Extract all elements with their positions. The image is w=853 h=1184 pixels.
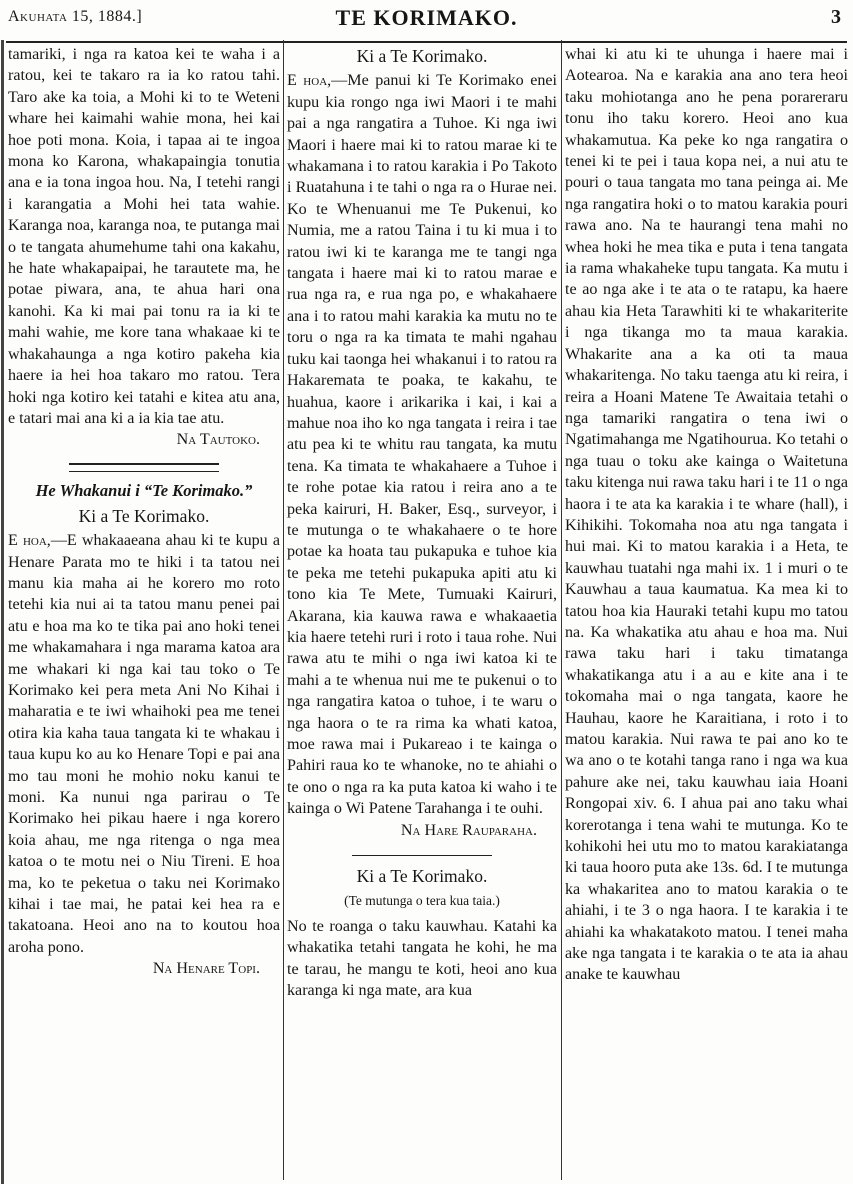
letter-salutation-2: Ki a Te Korimako.	[356, 866, 488, 887]
letter-subtitle: (Te mutunga o tera kua taia.)	[344, 893, 500, 909]
letter-opening: E hoa,	[287, 72, 332, 90]
continued-story-text: tamariki, i nga ra katoa kei te waha i a ratou, kei te takaro ra ia ko ratou tahi. Taro ake ka toia, a Mohi ki to te Weteni whare hei kaimahi wahie mona, hei kai hoe poti mona. Koia, i tapaa ai te ingoa mona ko Karona, whakapaingia tonutia ana e ia tona ingoa hou. Na, I tetehi rangi i karangatia a Mohi hei tata wahie. Karanga noa, karanga noa, te putanga mai o te tangata ahumehume tahi ona kakahu, he hate whakapaipai, he tarautete ma, he potae piwara, ana, te ahua hari ona kanohi. Ka ki mai pai tonu ra ia ki te mahi wahie, me kore tana whakaae ki te whakahaunga a nga kotiro pakeha kia haere ia hei hoa takaro mo ratou. Tera hoki nga kotiro kei tatahi e kitea atu ana, e tatari mai ana ki a ia kia tae atu.	[8, 46, 280, 427]
column-divider-2	[561, 40, 562, 1180]
signature-tautoko: Na Tautoko.	[176, 431, 260, 449]
section-divider	[69, 463, 219, 472]
letter-salutation: Ki a Te Korimako.	[356, 46, 488, 66]
page-number: 3	[831, 6, 841, 28]
signature-hare-rauparaha: Na Hare Rauparaha.	[400, 821, 537, 839]
letter-opening: E hoa,	[8, 532, 51, 550]
header-date: Akuhata 15, 1884.]	[8, 8, 143, 25]
column-1	[8, 44, 280, 1179]
article-title: He Whakanui i “Te Korimako.”	[35, 480, 253, 500]
letter-body	[8, 530, 280, 958]
page-header	[6, 5, 847, 33]
header-rule	[6, 41, 847, 43]
letter-2-body: No te roanga o taku kauwhau. Katahi ka whakatika tetahi tangata he kohi, he ma te tarau, he mangu te koti, heoi ano kua karanga ki nga mate, ara kua	[287, 917, 557, 1000]
signature-henare-topi: Na Henare Topi.	[152, 960, 260, 978]
column-2	[287, 44, 557, 1179]
continued-letter-text: whai ki atu ki te uhunga i haere mai i Aotearoa. Na e karakia ana ano tera heoi taku mohiotanga ano he pena porareraru tonu iho taku korero. Heoi ano kua whakamutua. Ka peke ko nga rangatira o tenei ki te pei i taua kopa nei, a nui atu te pouri o taua tangata mo tana peinga ai. Me nga rangatira hoki o to matou karakia pouri rawa ano. Na te haurangi tena mahi no whea hoki he mea tika e puta i tena tangata ia rama whakaheke tupu tangata. Ka mutu i te ao nga ake i te ata o te ratapu, ka haere ahau kia Heta Tarawhiti ki te whakariterite i nga tikanga mo ta maua karakia. Whakarite ana a ka oti ta maua whakaritenga. No taku taenga atu ki reira, i reira a Hoani Matene Te Awaitaia tetahi o nga tamariki rangatira o tena iwi o Ngatimahanga me Ngatihourua. Ko tetahi o nga tuau o toku ake kainga o Waitetuna taku kitenga nui rawa taku hari i te 11 o nga haora i te ata ka karakia i te whare (hall), i Kihikihi. Tokomaha noa atu nga tangata i hui mai. Ki to matou karakia i a Heta, te kauwhau tuatahi nga mahi ix. 1 i muri o te Kauwhau a taua kaumatua. Ka mea ki to tatou hoa kia Hauraki tetahi kupu mo tatou na. Ka whakatika atu ahau e hoa ma. Nui rawa taku hari i taku timatanga whakatikanga atu i a au e kite ana i te tokomaha mai o nga tangata, kaore he Hauhau, kaore he Karaitiana, i roto i to matou karakia. Nui rawa te pai ano ko te wa ano o te kotahi tanga rano i nga wa kua pahure ake nei, taku kauwhau iaia Hoani Rongopai xiv. 6. I ahua pai ano taku whai korerotanga i tena wahi te mutunga. Ko te kohikohi hei utu mo to matou karakiatanga ki taua hooro puta ake 13s. 6d. I te mutunga ka whakaritea ano to matou karakia o te ahiahi, i te 3 o nga haora. I te karakia i te ahiahi ka whakatakoto matou. I tenei maha ake nga tangata i te karakia o te ata ia ahau anake te kauwhau	[565, 46, 848, 984]
letter-salutation: Ki a Te Korimako.	[78, 505, 210, 526]
section-divider	[352, 855, 492, 856]
letter-body	[287, 70, 557, 819]
letter-text: —E whakaaeana ahau ki te kupu a Henare Parata mo te hiki i ta tatou nei manu kia maha ai he korero mo roto tetehi kia nui ai ta tatou manu penei pai atu e hoa ma ko te tika pai ano hoki tenei me whakamahara i nga marama katoa ara me whakari ki nga kai tau toko o Te Korimako kei pera meta Ani No Kihai i maharatia e te iwi whaihoki pea me tenei otira kia kaha taua tangata ki te whakau i taua kupu ko au ko Henare Topi e pai ana mo tau moni he mohio noku kanui te moni. Ka nunui nga parirau o Te Korimako hei pikau haere i nga korero koia ahau, me nga ritenga o nga mea katoa o te motu nei o Niu Tireni. E hoa ma, ko te peketua o taku nei Korimako kihai i tae mai, he patai kei hea ra e takatoana. Heoi ano na to koutou hoa aroha pono.	[8, 532, 280, 956]
letter-text: —Me panui ki Te Korimako enei kupu kia rongo nga iwi Maori i te mahi pai a nga rangatira a Tuhoe. Ki nga iwi Maori i haere mai ki to ratou marae ki te whakamana i to ratou karakia i Po Takoto i Ruatahuna i te tahi o nga ra o Hurae nei. Ko te Whenuanui me Te Pukenui, ko Numia, me a ratou Taina i tu ki mua i to ratou iwi ki te karanga me te tangi nga tangata i haere mai ki to ratou marae e rua nga ra, e rua nga po, e whakahaere ana i to ratou mahi karakia ka mutu no te toru o nga ra ka timata te mahi ngahau tuku kai taonga hei whakanui i to ratou ra Hakaremata te poaka, te kakahu, te huahua, kaore i arikarika i kai, i kai a mahue noa iho ko nga tangata i reira i tae atu pea ki te whitu rau tangata, ka mutu tena. Ka timata te whakahaere a Tuhoe i te rohe potae kia ratou i reira ano a te peka kairuri, H. Baker, Esq., surveyor, i te mutunga o te whakahaere o te hore potae ka hoata tau pukapuka e tuhoe kia te peka me tetehi pukapuka apiti atu ki tono kia Te Mete, Tumuaki Kairuri, Akarana, kia kauwa rawa e whakaaetia kia haere tetehi ruri i roto i taua rohe. Nui rawa atu te mihi o nga iwi katoa ki te mahi a te whenua nui me te pukenui o to nga rangatira katoa o tuhoe, i te waru o nga haora o te ra rima ka whati katoa, moe rawa mai i Pukareao i te kainga o Pahiri raua ko te whanoke, no te ahiahi o te ono o nga ra ka puta katoa ki waho i te kainga o Wi Patene Tarahanga i te ouhi.	[287, 72, 557, 818]
page-binding-edge	[1, 40, 4, 1184]
masthead-title: TE KORIMAKO.	[335, 5, 518, 30]
column-divider-1	[283, 40, 284, 1180]
column-3	[565, 44, 848, 1179]
